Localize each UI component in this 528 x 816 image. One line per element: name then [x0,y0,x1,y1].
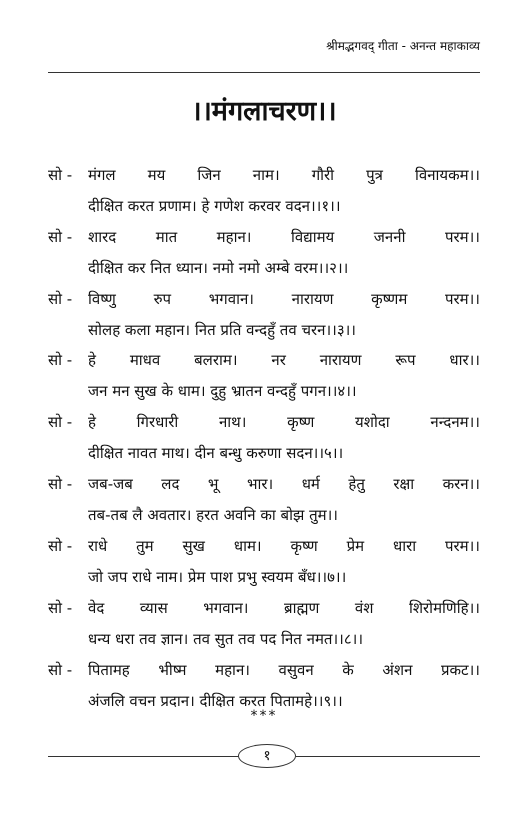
verse-line-1: हे गिरधारी नाथ। कृष्ण यशोदा नन्दनम।। [88,413,480,431]
section-separator: *** [250,708,278,724]
verse-line-1: वेद व्यास भगवान। ब्राह्मण वंश शिरोमणिहि।। [88,599,480,617]
verse-line-2: तब-तब लै अवतार। हरत अवनि का बोझ तुम।। [88,506,338,524]
verse-prefix: सो - [48,228,73,246]
verse-line-2: धन्य धरा तव ज्ञान। तव सुत तव पद नित नमत।।८।। [88,630,364,648]
verse-prefix: सो - [48,166,73,184]
page-number: १ [238,744,296,768]
verse-prefix: सो - [48,599,73,617]
footer-divider-right [296,756,480,757]
verse-line-2: दीक्षित करत प्रणाम। हे गणेश करवर वदन।।१।। [88,197,341,215]
footer-divider-left [48,756,238,757]
verse-prefix: सो - [48,537,73,555]
verse-line-2: दीक्षित नावत माथ। दीन बन्धु करुणा सदन।।५।। [88,444,344,462]
verse-prefix: सो - [48,351,73,369]
running-header: श्रीमद्भगवद् गीता - अनन्त महाकाव्य [326,39,480,53]
header-divider [48,72,480,73]
verse-prefix: सो - [48,413,73,431]
verse-line-2: दीक्षित कर नित ध्यान। नमो नमो अम्बे वरम।।२।। [88,259,349,277]
verse-prefix: सो - [48,661,73,679]
verse-prefix: सो - [48,290,73,308]
verse-line-1: मंगल मय जिन नाम। गौरी पुत्र विनायकम।। [88,166,480,184]
page-title: ।।मंगलाचरण।। [191,96,337,127]
verse-line-2: जो जप राधे नाम। प्रेम पाश प्रभु स्वयम बँध।।७।। [88,568,347,586]
verse-line-1: पितामह भीष्म महान। वसुवन के अंशन प्रकट।। [88,661,480,679]
verse-line-2: सोलह कला महान। नित प्रति वन्दहुँ तव चरन।।३।। [88,321,356,339]
verse-prefix: सो - [48,475,73,493]
verse-line-1: जब-जब लद भू भार। धर्म हेतु रक्षा करन।। [88,475,480,493]
verse-line-1: विष्णु रुप भगवान। नारायण कृष्णम परम।। [88,290,480,308]
verse-line-2: जन मन सुख के धाम। दुहु भ्रातन वन्दहुँ पगन।।४।। [88,382,357,400]
verse-line-1: शारद मात महान। विद्यामय जननी परम।। [88,228,480,246]
verse-line-1: राधे तुम सुख धाम। कृष्ण प्रेम धारा परम।। [88,537,480,555]
verse-line-1: हे माधव बलराम। नर नारायण रूप धार।। [88,351,480,369]
verse-line-2: अंजलि वचन प्रदान। दीक्षित करत पितामहे।।९।। [88,692,343,710]
